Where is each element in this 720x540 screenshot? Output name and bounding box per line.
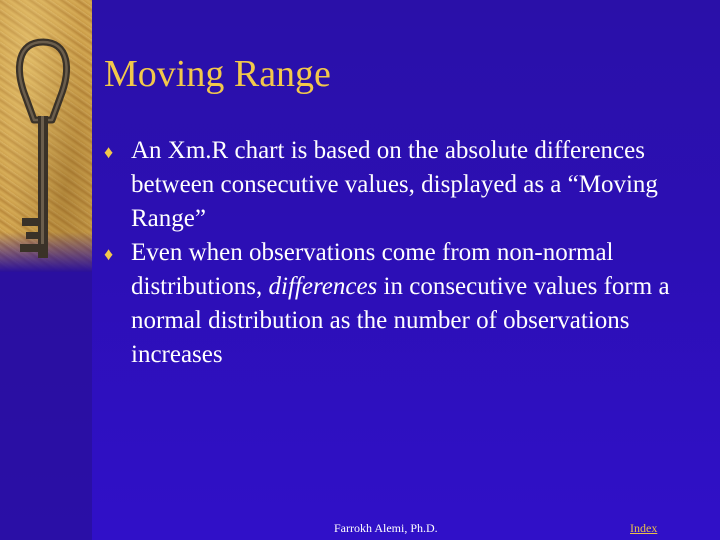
- bullet-text-emphasis: differences: [268, 273, 378, 300]
- key-icon: [8, 28, 78, 268]
- slide-title: Moving Range: [104, 53, 331, 95]
- bullet-text-end: in consecutive values form a normal distribution as the number of observations increases: [131, 273, 670, 368]
- footer-author: Farrokh Alemi, Ph.D.: [334, 521, 438, 535]
- bullet-list: [104, 134, 704, 372]
- index-link[interactable]: Index: [630, 521, 658, 535]
- bullet-text-start: Even when observations come from non-normal distributions,: [131, 239, 614, 300]
- bullet-item-xmr: [104, 134, 704, 236]
- diamond-bullet-icon: ♦: [104, 142, 114, 162]
- bullet-item-normal-distribution: [104, 236, 704, 372]
- decorative-strip: [0, 0, 92, 540]
- diamond-bullet-icon: ♦: [104, 244, 114, 264]
- bullet-text: An Xm.R chart is based on the absolute differences between consecutive values, displayed as a “Moving Range”: [131, 137, 658, 232]
